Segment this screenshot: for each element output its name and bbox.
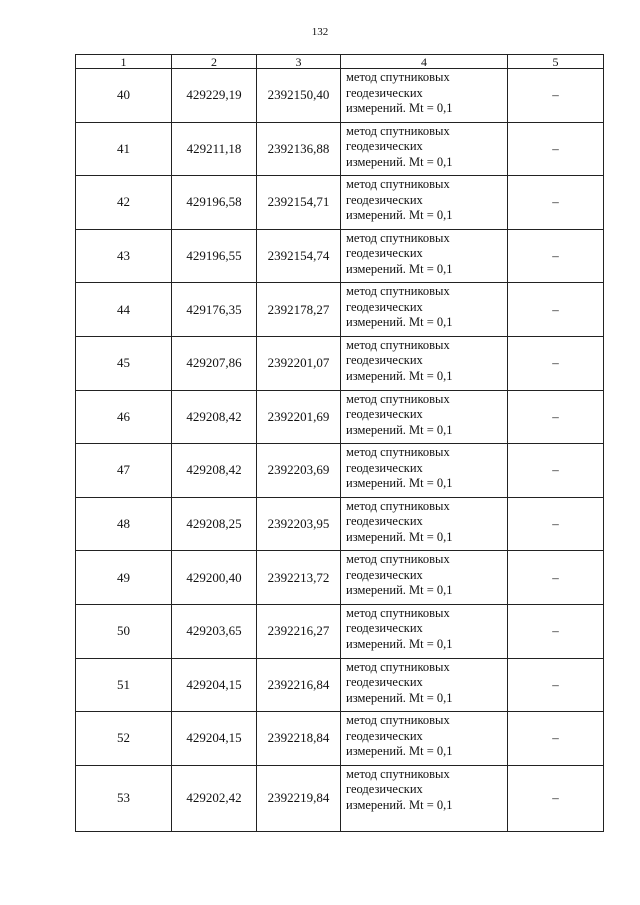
column-header: 5: [508, 55, 604, 69]
table-row: [76, 69, 604, 123]
y-coordinate-cell: 2392203,69: [257, 444, 341, 498]
x-coordinate-cell: 429208,42: [172, 390, 257, 444]
column-header: 2: [172, 55, 257, 69]
y-coordinate-cell: 2392154,71: [257, 176, 341, 230]
point-number-cell: 53: [76, 765, 172, 831]
method-cell: метод спутниковых геодезических измерений. Mt = 0,1: [341, 229, 508, 283]
table-row: [76, 122, 604, 176]
table-row: [76, 497, 604, 551]
x-coordinate-cell: 429204,15: [172, 658, 257, 712]
x-coordinate-cell: 429207,86: [172, 336, 257, 390]
x-coordinate-cell: 429200,40: [172, 551, 257, 605]
method-cell: метод спутниковых геодезических измерений. Mt = 0,1: [341, 122, 508, 176]
column-header: 4: [341, 55, 508, 69]
y-coordinate-cell: 2392201,69: [257, 390, 341, 444]
point-number-cell: 46: [76, 390, 172, 444]
method-cell: метод спутниковых геодезических измерений. Mt = 0,1: [341, 658, 508, 712]
x-coordinate-cell: 429208,42: [172, 444, 257, 498]
point-number-cell: 40: [76, 69, 172, 123]
table-row: [76, 229, 604, 283]
x-coordinate-cell: 429196,58: [172, 176, 257, 230]
method-cell: метод спутниковых геодезических измерений. Mt = 0,1: [341, 444, 508, 498]
column-header: 3: [257, 55, 341, 69]
table-header-row: [76, 55, 604, 69]
y-coordinate-cell: 2392218,84: [257, 712, 341, 766]
point-number-cell: 41: [76, 122, 172, 176]
method-cell: метод спутниковых геодезических измерений. Mt = 0,1: [341, 176, 508, 230]
point-number-cell: 44: [76, 283, 172, 337]
point-number-cell: 48: [76, 497, 172, 551]
note-cell: –: [508, 229, 604, 283]
x-coordinate-cell: 429211,18: [172, 122, 257, 176]
table-row: [76, 658, 604, 712]
note-cell: –: [508, 69, 604, 123]
y-coordinate-cell: 2392219,84: [257, 765, 341, 831]
note-cell: –: [508, 122, 604, 176]
point-number-cell: 51: [76, 658, 172, 712]
note-cell: –: [508, 551, 604, 605]
point-number-cell: 47: [76, 444, 172, 498]
page-number: 132: [311, 26, 329, 38]
y-coordinate-cell: 2392154,74: [257, 229, 341, 283]
x-coordinate-cell: 429202,42: [172, 765, 257, 831]
y-coordinate-cell: 2392178,27: [257, 283, 341, 337]
note-cell: –: [508, 658, 604, 712]
method-cell: метод спутниковых геодезических измерений. Mt = 0,1: [341, 69, 508, 123]
table-row: [76, 551, 604, 605]
note-cell: –: [508, 176, 604, 230]
x-coordinate-cell: 429203,65: [172, 604, 257, 658]
point-number-cell: 52: [76, 712, 172, 766]
x-coordinate-cell: 429196,55: [172, 229, 257, 283]
y-coordinate-cell: 2392203,95: [257, 497, 341, 551]
table-row: [76, 444, 604, 498]
column-header: 1: [76, 55, 172, 69]
method-cell: метод спутниковых геодезических измерений. Mt = 0,1: [341, 283, 508, 337]
y-coordinate-cell: 2392216,27: [257, 604, 341, 658]
point-number-cell: 43: [76, 229, 172, 283]
method-cell: метод спутниковых геодезических измерений. Mt = 0,1: [341, 712, 508, 766]
note-cell: –: [508, 604, 604, 658]
note-cell: –: [508, 283, 604, 337]
note-cell: –: [508, 336, 604, 390]
point-number-cell: 45: [76, 336, 172, 390]
table-row: [76, 176, 604, 230]
table-row: [76, 283, 604, 337]
y-coordinate-cell: 2392201,07: [257, 336, 341, 390]
x-coordinate-cell: 429208,25: [172, 497, 257, 551]
note-cell: –: [508, 444, 604, 498]
note-cell: –: [508, 712, 604, 766]
table-row: [76, 604, 604, 658]
note-cell: –: [508, 497, 604, 551]
table-row: [76, 765, 604, 831]
y-coordinate-cell: 2392136,88: [257, 122, 341, 176]
point-number-cell: 42: [76, 176, 172, 230]
y-coordinate-cell: 2392213,72: [257, 551, 341, 605]
y-coordinate-cell: 2392216,84: [257, 658, 341, 712]
y-coordinate-cell: 2392150,40: [257, 69, 341, 123]
method-cell: метод спутниковых геодезических измерений. Mt = 0,1: [341, 604, 508, 658]
method-cell: метод спутниковых геодезических измерений. Mt = 0,1: [341, 390, 508, 444]
coordinates-table: [75, 54, 604, 832]
table-row: [76, 390, 604, 444]
x-coordinate-cell: 429229,19: [172, 69, 257, 123]
note-cell: –: [508, 765, 604, 831]
method-cell: метод спутниковых геодезических измерений. Mt = 0,1: [341, 551, 508, 605]
table-row: [76, 336, 604, 390]
method-cell: метод спутниковых геодезических измерений. Mt = 0,1: [341, 765, 508, 831]
method-cell: метод спутниковых геодезических измерений. Mt = 0,1: [341, 497, 508, 551]
x-coordinate-cell: 429204,15: [172, 712, 257, 766]
table-row: [76, 712, 604, 766]
x-coordinate-cell: 429176,35: [172, 283, 257, 337]
point-number-cell: 50: [76, 604, 172, 658]
point-number-cell: 49: [76, 551, 172, 605]
method-cell: метод спутниковых геодезических измерений. Mt = 0,1: [341, 336, 508, 390]
note-cell: –: [508, 390, 604, 444]
